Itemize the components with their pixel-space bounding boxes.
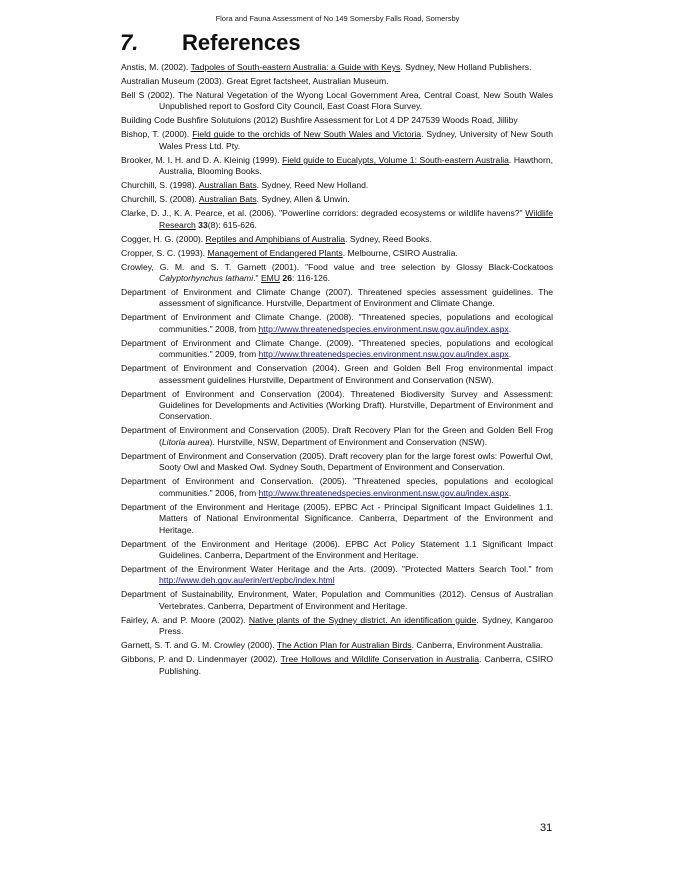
reference-text: . Canberra, CSIRO Publishing. — [159, 654, 554, 676]
reference-entry — [121, 476, 553, 499]
reference-text: Garnett, S. T. and G. M. Crowley (2000). — [121, 640, 277, 651]
reference-text: ). Hurstville, NSW, Department of Environment and Conservation (NSW). — [209, 436, 488, 447]
reference-entry — [121, 312, 553, 335]
reference-text: . Hawthorn, Australia, Blooming Books. — [159, 154, 553, 177]
reference-title: Field guide to Eucalypts, Volume 1: South-eastern Australia — [282, 154, 509, 165]
reference-text: Australian Museum (2003). Great Egret factsheet, Australian Museum. — [121, 76, 389, 86]
reference-text: Department of the Environment Water Heritage and the Arts. (2009). "Protected Matters Search Tool." from — [121, 563, 553, 574]
reference-entry — [121, 589, 553, 612]
reference-entry — [121, 654, 553, 677]
reference-title: Native plants of the Sydney district. An identification guide — [248, 614, 477, 625]
reference-volume: 33 — [195, 219, 208, 230]
reference-title: Reptiles and Amphibians of Australia — [205, 233, 346, 244]
reference-text: Department of Environment and Climate Change (2007). Threatened species assessment guidelines. The assessment of significance. Hurstville, Department of Environment and Climate Change. — [121, 287, 553, 309]
reference-italic: Calyptorhynchus lathami — [159, 273, 254, 284]
reference-text: Fairley, A. and P. Moore (2002). — [121, 614, 249, 625]
reference-text: . Sydney, Reed New Holland. — [256, 180, 369, 191]
reference-title: The Action Plan for Australian Birds — [276, 640, 412, 651]
reference-text: . Sydney, Reed Books. — [345, 233, 432, 244]
section-heading — [120, 30, 301, 56]
reference-text: Churchill, S. (1998). — [121, 180, 199, 191]
reference-text: Department of Sustainability, Environment, Water, Population and Communities (2012). Census of Australian Vertebrates. Canberra, Department of Environment and Heritage. — [121, 589, 553, 611]
reference-entry — [121, 539, 553, 562]
reference-volume: 26 — [280, 273, 292, 284]
reference-text: . — [508, 487, 512, 498]
reference-text: Department of Environment and Climate Change. (2009). "Threatened species, populations and ecological communities." 2009, from — [121, 337, 553, 360]
reference-title: Wildlife Research — [159, 208, 553, 230]
reference-entry — [121, 564, 553, 587]
reference-title: Australian Bats — [198, 194, 257, 205]
reference-entry — [121, 640, 553, 651]
reference-entry — [121, 129, 553, 152]
reference-text: Department of Environment and Conservation (2004). Threatened Biodiversity Survey and Assessment: Guidelines for Developments and Activities (Working Draft). Hurstville, Department of Environment and Conservation. — [121, 388, 553, 422]
reference-entry — [121, 338, 553, 361]
section-title: References — [182, 30, 301, 55]
reference-entry — [121, 425, 553, 448]
reference-entry — [121, 208, 553, 231]
reference-entry — [121, 615, 553, 638]
reference-text: Bell S (2002). The Natural Vegetation of the Wyong Local Government Area, Central Coast, New South Wales Unpublished report to Gosford City Council, East Coast Flora Survey. — [121, 90, 553, 112]
reference-text: Department of Environment and Conservation (2005). Draft recovery plan for the large forest owls: Powerful Owl, Sooty Owl and Masked Owl. Sydney South, Department of Environment and Conservation. — [121, 450, 553, 473]
reference-text: Anstis, M. (2002). — [121, 62, 191, 72]
reference-title: Management of Endangered Plants — [207, 247, 343, 258]
reference-entry — [121, 389, 553, 423]
reference-link[interactable]: http://www.threatenedspecies.environment.nsw.gov.au/index.aspx — [258, 349, 509, 360]
reference-entry — [121, 62, 553, 73]
reference-text: Department of the Environment and Heritage (2005). EPBC Act - Principal Significant Impact Guidelines 1.1. Matters of National Environmental Significance. Canberra, Department of the Environment and Heritage. — [121, 501, 553, 535]
reference-link[interactable]: http://www.deh.gov.au/erin/ert/epbc/index.html — [159, 575, 335, 586]
reference-text: . Sydney, Kangaroo Press. — [159, 614, 553, 637]
reference-entry — [121, 194, 553, 205]
running-header: Flora and Fauna Assessment of No 149 Somersby Falls Road, Somersby — [215, 14, 460, 23]
reference-entry — [121, 234, 553, 245]
reference-entry — [121, 76, 553, 87]
reference-link[interactable]: http://www.threatenedspecies.environment.nsw.gov.au/index.aspx — [258, 487, 509, 498]
reference-text: Department of Environment and Conservation (2005). Draft Recovery Plan for the Green and Golden Bell Frog ( — [121, 425, 553, 447]
section-number: 7. — [120, 30, 139, 55]
reference-text: Department of the Environment and Heritage (2006). EPBC Act Policy Statement 1.1 Significant Impact Guidelines. Canberra, Department of the Environment and Heritage. — [121, 538, 553, 560]
reference-text: (8): 615-626. — [207, 219, 257, 230]
reference-title: Tree Hollows and Wildlife Conservation in Australia — [280, 654, 479, 665]
reference-title: Australian Bats — [198, 180, 257, 191]
reference-text: . — [508, 323, 512, 334]
reference-text: Bishop, T. (2000). — [121, 129, 193, 140]
reference-text: Department of Environment and Conservation (2004). Green and Golden Bell Frog environmental impact assessment guidelines Hurstville, Department of Environment and Conservation (NSW). — [121, 363, 553, 385]
reference-entry — [121, 180, 553, 191]
reference-text: Cogger, H. G. (2000). — [121, 233, 206, 244]
reference-title: Tadpoles of South-eastern Australia: a Guide with Keys — [190, 62, 401, 72]
reference-text: . Sydney, Allen & Unwin. — [256, 194, 350, 205]
reference-text: . Canberra, Environment Australia. — [411, 640, 543, 651]
reference-text: . Sydney, New Holland Publishers. — [400, 62, 532, 72]
reference-text: . — [508, 349, 512, 360]
reference-italic: Litoria aurea — [161, 436, 210, 447]
reference-text: Department of Environment and Conservation. (2005). "Threatened species, populations and ecological communities." 2006, from — [121, 476, 553, 498]
reference-entry — [121, 155, 553, 178]
reference-entry — [121, 115, 553, 126]
reference-entry — [121, 248, 553, 259]
reference-title: EMU — [260, 273, 281, 284]
reference-text: . Melbourne, CSIRO Australia. — [342, 247, 458, 258]
reference-entry — [121, 451, 553, 474]
reference-text: Department of Environment and Climate Change. (2008). "Threatened species, populations and ecological communities." 2008, from — [121, 312, 553, 334]
reference-text: ." — [253, 273, 261, 284]
reference-link[interactable]: http://www.threatenedspecies.environment.nsw.gov.au/index.aspx — [258, 323, 509, 334]
reference-text: Gibbons, P. and D. Lindenmayer (2002). — [121, 654, 281, 665]
reference-text: Cropper, S. C. (1993). — [121, 247, 208, 258]
reference-text: Clarke, D. J., K. A. Pearce, et al. (2006). "Powerline corridors: degraded ecosystems or wildlife havens?" — [121, 208, 526, 219]
reference-entry — [121, 90, 553, 113]
reference-entry — [121, 287, 553, 310]
reference-entry — [121, 262, 553, 285]
reference-list — [121, 62, 553, 680]
reference-title: Field guide to the orchids of New South Wales and Victoria — [192, 129, 422, 140]
reference-text: . Sydney, University of New South Wales Press Ltd. Pty. — [159, 129, 553, 151]
reference-text: Crowley, G. M. and S. T. Garnett (2001). "Food value and tree selection by Glossy Black-Cockatoos — [121, 261, 553, 272]
reference-text: : 116-126. — [292, 273, 331, 284]
reference-entry — [121, 502, 553, 536]
page-number: 31 — [540, 822, 553, 834]
reference-entry — [121, 363, 553, 386]
reference-text: Brooker, M. I. H. and D. A. Kleinig (1999). — [121, 154, 283, 165]
reference-text: Churchill, S. (2008). — [121, 194, 199, 205]
reference-text: Building Code Bushfire Solutuions (2012) Bushfire Assessment for Lot 4 DP 247539 Woods Road, Jilliby — [121, 115, 518, 126]
